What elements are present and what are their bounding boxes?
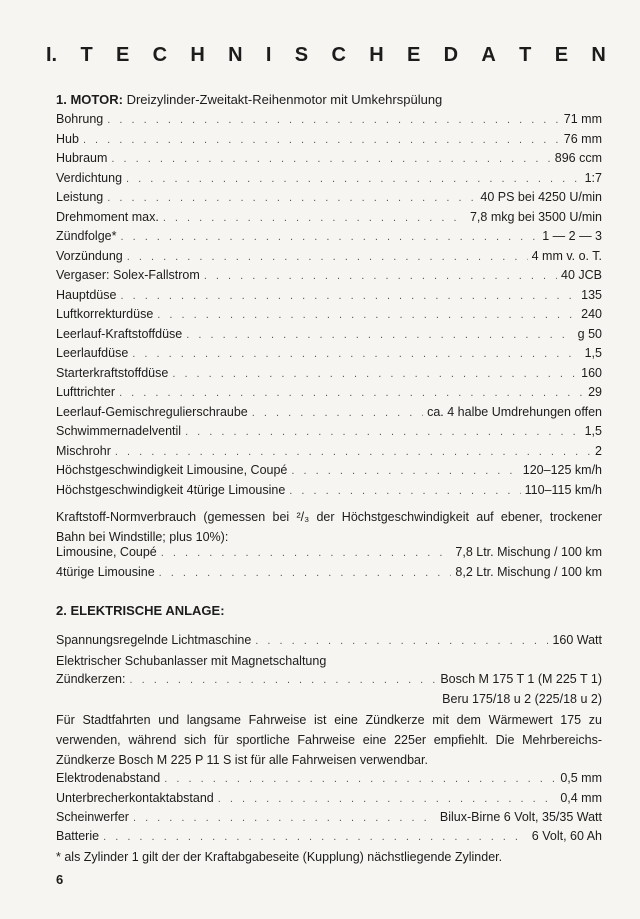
dot-leader xyxy=(103,831,528,843)
page-title xyxy=(46,44,606,67)
spec-row xyxy=(56,307,602,327)
spec-label: Mischrohr xyxy=(56,443,111,458)
spec-row xyxy=(56,171,602,191)
spec-row xyxy=(56,327,602,347)
dot-leader xyxy=(107,192,476,204)
spec-label: Verdichtung xyxy=(56,170,123,185)
spec-label: Vorzündung xyxy=(56,248,123,263)
consumption-note: Kraftstoff-Normverbrauch (gemessen bei ²/₃ der Höchstgeschwindigkeit auf ebener, trockener Bahn bei Windstille; plus 10%): xyxy=(56,510,602,544)
spec-row xyxy=(56,190,602,210)
spec-label: Spannungsregelnde Lichtmaschine xyxy=(56,633,252,647)
spec-value: 0,4 mm xyxy=(560,791,602,805)
spec-value: 160 xyxy=(581,365,602,380)
dot-leader xyxy=(163,212,466,224)
dot-leader xyxy=(185,426,581,438)
spec-value: 135 xyxy=(581,287,602,302)
spec-label: Lufttrichter xyxy=(56,385,116,399)
dot-leader xyxy=(83,134,560,146)
spec-value: 120–125 km/h xyxy=(522,463,602,477)
spec-value: 8,2 Ltr. Mischung / 100 km xyxy=(455,565,602,579)
motor-heading-desc: Dreizylinder-Zweitakt-Reihenmotor mit Umkehrspülung xyxy=(126,92,443,107)
spec-value: 896 ccm xyxy=(554,151,602,165)
title-letter: H xyxy=(369,44,384,66)
spec-row xyxy=(56,633,602,653)
dot-leader xyxy=(120,290,577,302)
spec-label: Leistung xyxy=(56,190,104,204)
spec-row xyxy=(56,385,602,405)
spec-label: Vergaser: Solex-Fallstrom xyxy=(56,268,200,282)
spec-row xyxy=(56,288,602,308)
dot-leader xyxy=(204,270,557,282)
spec-row xyxy=(56,405,602,425)
dot-leader xyxy=(111,153,550,165)
spec-label: Zündfolge* xyxy=(56,229,117,243)
dot-leader xyxy=(186,329,573,341)
dot-leader xyxy=(119,387,584,399)
title-letter: S xyxy=(294,44,309,66)
title-letter: E xyxy=(115,44,130,66)
starter-line: Elektrischer Schubanlasser mit Magnetschaltung xyxy=(56,654,327,668)
dot-leader xyxy=(172,368,577,380)
spec-label: Hub xyxy=(56,131,79,146)
spec-value: Bilux-Birne 6 Volt, 35/35 Watt xyxy=(439,810,602,824)
spec-row xyxy=(56,791,602,811)
dot-leader xyxy=(289,485,520,497)
title-letter: I. xyxy=(46,44,58,66)
consumption-row xyxy=(56,565,602,585)
spec-value: 4 mm v. o. T. xyxy=(531,248,602,263)
spec-label: Höchstgeschwindigkeit 4türige Limousine xyxy=(56,482,286,497)
title-letter: E xyxy=(406,44,421,66)
spec-label: Leerlauf-Kraftstoffdüse xyxy=(56,326,183,341)
dot-leader xyxy=(218,793,557,805)
spec-row xyxy=(56,444,602,464)
spec-row xyxy=(56,229,602,249)
spec-row xyxy=(56,463,602,483)
spec-label: Limousine, Coupé xyxy=(56,545,157,559)
dot-leader xyxy=(255,635,548,647)
spec-row xyxy=(56,112,602,132)
title-letter: A xyxy=(481,44,496,66)
spec-value: 1 — 2 — 3 xyxy=(542,229,602,243)
dot-leader xyxy=(291,465,518,477)
title-letter: I xyxy=(265,44,272,66)
title-letter: T xyxy=(519,44,532,66)
title-letter: T xyxy=(80,44,93,66)
title-letter: H xyxy=(190,44,205,66)
dot-leader xyxy=(115,446,591,458)
spec-row xyxy=(56,268,602,288)
spec-value: 29 xyxy=(588,385,602,399)
title-letter: C xyxy=(152,44,168,66)
spec-value: 6 Volt, 60 Ah xyxy=(531,829,602,843)
spec-value: 0,5 mm xyxy=(560,771,602,785)
spec-label: Leerlaufdüse xyxy=(56,346,129,360)
spec-row xyxy=(56,424,602,444)
spec-value: 7,8 Ltr. Mischung / 100 km xyxy=(455,545,602,559)
dot-leader xyxy=(129,674,436,686)
dot-leader xyxy=(120,231,538,243)
spec-row xyxy=(56,483,602,503)
spec-label: Hubraum xyxy=(56,151,108,165)
spec-row xyxy=(56,366,602,386)
electrical-heading: 2. ELEKTRISCHE ANLAGE: xyxy=(56,603,225,618)
dot-leader xyxy=(161,547,452,559)
title-letter: D xyxy=(443,44,459,66)
spec-label: Drehmoment max. xyxy=(56,209,159,224)
spec-label: Schwimmernadelventil xyxy=(56,424,182,438)
page-number: 6 xyxy=(56,872,64,887)
dot-leader xyxy=(132,348,580,360)
spec-label: Bohrung xyxy=(56,112,104,126)
spec-label: Unterbrecherkontaktabstand xyxy=(56,791,214,805)
spec-row xyxy=(56,132,602,152)
spec-label: Zündkerzen: xyxy=(56,672,126,686)
spec-value: 160 Watt xyxy=(552,633,602,647)
spark-plug-paragraph: Für Stadtfahrten und langsame Fahrweise ist eine Zündkerze mit dem Wärmewert 175 zu verwenden, während sich für sportliche Fahrweise eine 225er empfiehlt. Die Mehrbereichs-Zündkerze Bosch M 225 P 11 S ist für alle Fahrweisen verwendbar. xyxy=(56,713,602,767)
spec-label: Scheinwerfer xyxy=(56,810,129,824)
dot-leader xyxy=(126,173,581,185)
spec-row xyxy=(56,810,602,830)
spec-value: 71 mm xyxy=(563,112,602,126)
title-letter: N xyxy=(591,44,606,66)
motor-heading xyxy=(56,92,442,107)
spec-row xyxy=(56,346,602,366)
spec-label: Starterkraftstoffdüse xyxy=(56,365,169,380)
dot-leader xyxy=(252,407,423,419)
spec-value: 40 PS bei 4250 U/min xyxy=(480,190,602,204)
spec-label: Batterie xyxy=(56,829,100,843)
spec-row xyxy=(56,771,602,791)
spec-value: 2 xyxy=(595,443,602,458)
title-letter: E xyxy=(554,44,569,66)
title-letter: N xyxy=(228,44,243,66)
spec-row xyxy=(56,249,602,269)
dot-leader xyxy=(127,251,528,263)
spec-value: 1:7 xyxy=(584,170,602,185)
dot-leader xyxy=(159,567,452,579)
spec-value: 76 mm xyxy=(563,131,602,146)
spec-label: Höchstgeschwindigkeit Limousine, Coupé xyxy=(56,463,288,477)
spec-value: 1,5 xyxy=(584,424,602,438)
spec-row xyxy=(56,210,602,230)
spec-value: 7,8 mkg bei 3500 U/min xyxy=(469,209,602,224)
spec-label: Hauptdüse xyxy=(56,287,117,302)
spec-row xyxy=(56,151,602,171)
spark-plugs-alt: Beru 175/18 u 2 (225/18 u 2) xyxy=(442,692,602,706)
spec-label: Leerlauf-Gemischregulierschraube xyxy=(56,404,248,419)
spec-label: Elektrodenabstand xyxy=(56,771,161,785)
spec-value: Bosch M 175 T 1 (M 225 T 1) xyxy=(440,672,602,686)
spec-label: 4türige Limousine xyxy=(56,565,155,579)
spec-value: 110–115 km/h xyxy=(524,482,602,497)
spec-row xyxy=(56,829,602,849)
spec-label: Luftkorrekturdüse xyxy=(56,307,154,321)
title-letter: C xyxy=(331,44,346,66)
spec-value: 1,5 xyxy=(584,346,602,360)
dot-leader xyxy=(133,812,436,824)
consumption-row xyxy=(56,545,602,565)
spec-value: 40 JCB xyxy=(561,268,602,282)
spec-value: g 50 xyxy=(577,326,602,341)
spec-value: ca. 4 halbe Umdrehungen offen xyxy=(427,404,602,419)
motor-heading-label: 1. MOTOR: xyxy=(56,92,123,107)
dot-leader xyxy=(157,309,577,321)
footnote: * als Zylinder 1 gilt der der Kraftabgabeseite (Kupplung) nächstliegende Zylinder. xyxy=(56,850,503,864)
spec-value: 240 xyxy=(581,307,602,321)
spec-row xyxy=(56,672,602,692)
dot-leader xyxy=(107,114,560,126)
dot-leader xyxy=(164,773,556,785)
